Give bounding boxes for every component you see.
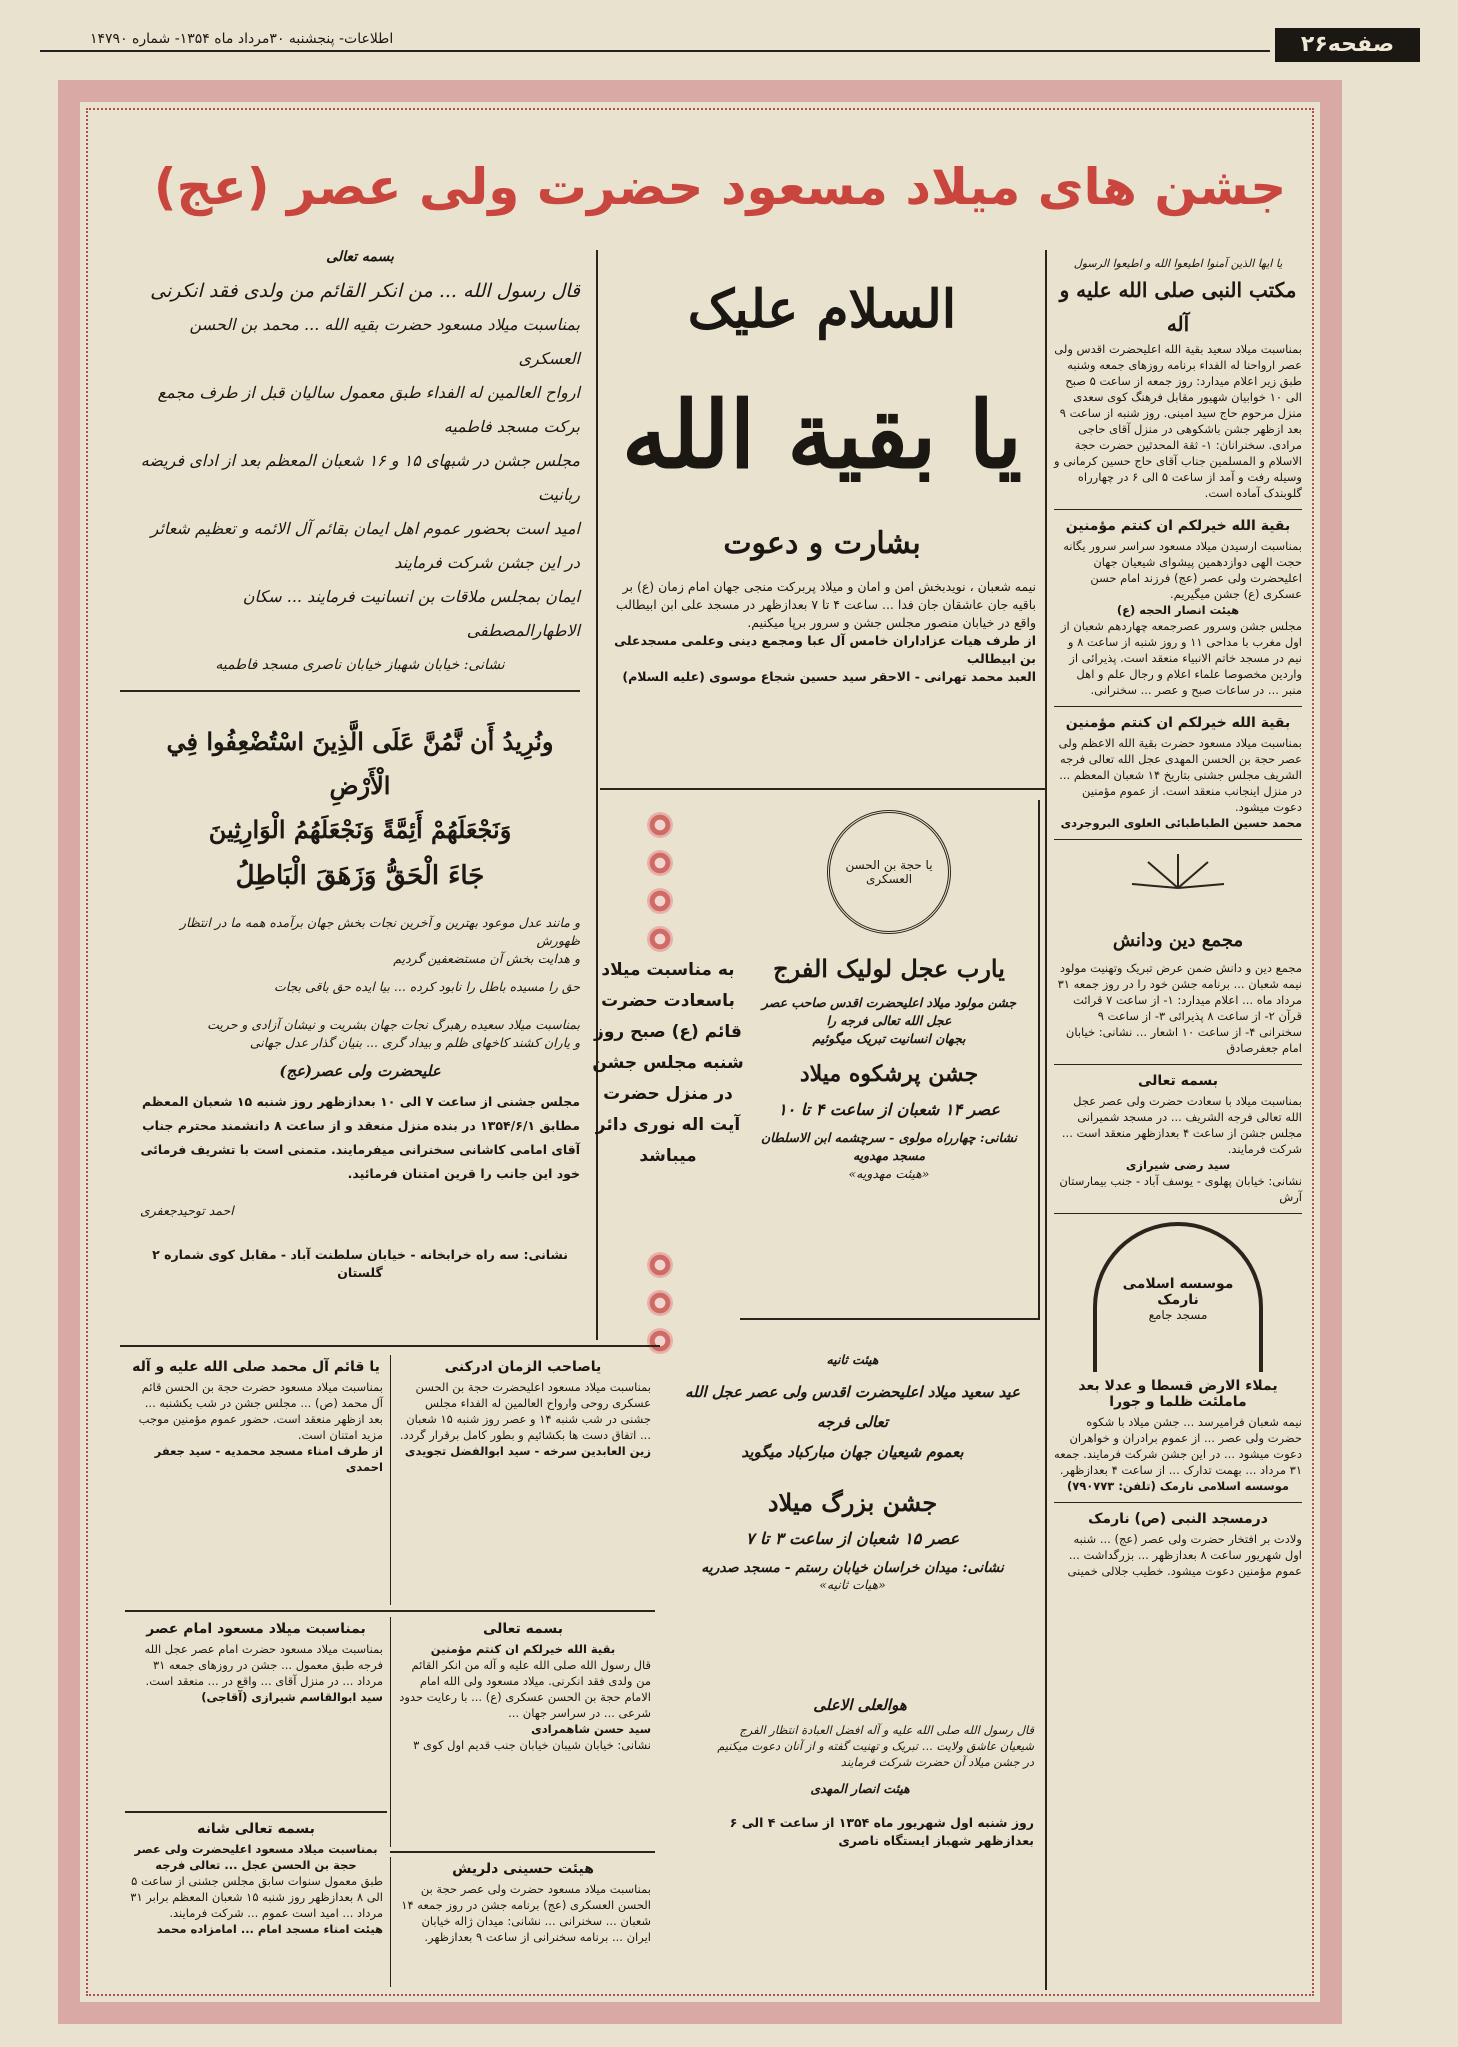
ad-title: هیئت حسینی دلریش [452, 1861, 594, 1877]
ad-title: یاصاحب الزمان ادرکنی [444, 1359, 602, 1375]
divider [1054, 706, 1302, 707]
quran-verse-1: ونُرِیدُ أَن نَّمُنَّ عَلَی الَّذِینَ اسْتُضْعِفُوا فِي الْأَرْضِ [166, 727, 554, 800]
invite-line-3: مجلس جشن در شبهای ۱۵ و ۱۶ شعبان المعظم بعد از ادای فریضه ربانیت [140, 451, 580, 504]
emblem-seal [827, 810, 951, 934]
paragraph-6: علیحضرت ولی عصر(عج) [279, 1062, 441, 1080]
rosette-icon [647, 812, 673, 838]
column-divider [1045, 250, 1047, 1990]
from-line: از طرف هیات عزاداران خامس آل عبا ومجمع دینی وعلمی مسجدعلی بن ابیطالب [614, 633, 1036, 666]
invite-line-5: ایمان بمجلس ملاقات بن انسانیت فرمایند ... سکان الاطهارالمصطفی [242, 587, 580, 640]
invite-line-2: ارواح العالمین له الفداء طبق معمول سالیان قبل از طرف مجمع برکت مسجد فاطمیه [157, 383, 580, 436]
arch-title: موسسه اسلامی نارمک [1122, 1276, 1234, 1308]
address-line: نشانی: چهارراه مولوی - سرچشمه ابن الاسلطان مسجد مهدویه [761, 1130, 1017, 1163]
mahdavieh-invitation [740, 800, 1040, 1320]
ad-3: بمناسبت میلاد مسعود حضرت بقیة الله الاعظم ولی عصر حجة بن الحسن المهدی عجل الله تعالی فرجه الشریف مجلس جشنی بتاریخ ۱۴ شعبان المعظم ... در منزل اینجانب منعقد است. از عموم مؤمنین دعوت میشود. [1058, 736, 1302, 814]
quran-verse-3: جَاءَ الْحَقُّ وَزَهَقَ الْبَاطِلُ [235, 861, 485, 891]
quran-verse-2: وَنَجْعَلَهُمْ أَئِمَّةً وَنَجْعَلَهُمُ الْوَارِثِينَ [208, 815, 512, 844]
ad-6-title: یملاء الارض قسطا و عدلا بعد ماملئت ظلما و جورا [1078, 1378, 1278, 1410]
ad-5-title: بسمه تعالی [1137, 1073, 1219, 1089]
rosette-icon [647, 1252, 673, 1278]
line-2: بعموم شیعیان جهان مبارکباد میگوید [741, 1443, 964, 1461]
ad-7-title: درمسجد النبی (ص) نارمک [1088, 1511, 1268, 1527]
subtitle: بشارت و دعوت [723, 526, 921, 561]
org-top: هیئت ثانیه [826, 1352, 879, 1367]
ad-subtitle: بقیة الله خیرلکم ان کنتم مؤمنین [430, 1642, 616, 1656]
sun-emblem-icon [1118, 848, 1238, 928]
ad-sign: از طرف امناء مسجد محمدیه - سید جعفر احمدی [154, 1444, 383, 1474]
ad-2: بمناسبت ارسیدن میلاد مسعود سراسر سرور یگانه حجت الهی دوازدهمین پیشوای شیعیان جهان اعلیحضرت ولی عصر (عج) فرزند امام حسن عسکری (ع) جشن میگیریم. [1063, 539, 1302, 601]
divider [600, 788, 1045, 790]
line-2: بجهان انسانیت تبریک میگوئیم [812, 1031, 966, 1046]
ad-2-title: بقیة الله خیرلکم ان کنتم مؤمنین [1065, 518, 1291, 534]
address-line: نشانی: میدان خراسان خیابان رستم - مسجد صدریه [701, 1560, 1004, 1576]
divider [1054, 1502, 1302, 1503]
invite-line-1: بمناسبت میلاد مسعود حضرت بقیه الله ... محمد بن الحسن العسکری [189, 315, 580, 368]
ad-box [125, 1617, 387, 1807]
org-name: «هیات ثانیه» [819, 1577, 886, 1592]
nouri-invitation: به مناسبت میلاد باسعادت حضرت قائم (ع) صبح روز شنبه مجلس جشن در منزل حضرت آیت اله نوری دائر میباشد [592, 960, 744, 1166]
address-line: نشانی: سه راه خرابخانه - خیابان سلطنت آباد - مقابل کوی شماره ۲ گلستان [152, 1247, 568, 1280]
sun-title: مجمع دین ودانش [1112, 930, 1244, 951]
ad-box [390, 1857, 655, 1987]
ad-5-addr: نشانی: خیابان پهلوی - یوسف آباد - جنب بیمارستان آرش [1059, 1174, 1302, 1204]
verse-invitation [140, 720, 580, 1320]
baqiyatallah-invitation [602, 270, 1042, 790]
big-calligraphy: یا بقیة الله [621, 381, 1023, 489]
address-line: نشانی: خیابان شهباز خیابان ناصری مسجد فاطمیه [215, 657, 505, 673]
salam-heading: السلام علیک [687, 279, 957, 340]
paragraph-4: بمناسبت میلاد سعیده رهبرگ نجات جهان بشریت و نیشان آزادی و حریت [207, 1017, 580, 1032]
ad-body: بمناسبت میلاد مسعود حضرت ولی عصر حجة بن الحسن العسکری (عج) برنامه جشن در روز جمعه ۱۴ شعبان ... سخنرانی ... نشانی: میدان ژاله خیابان ایران ... برنامه سخنرانی از ساعت ۹ بعدازظهر. [401, 1882, 651, 1944]
divider [390, 1851, 655, 1853]
rosette-icon [647, 888, 673, 914]
ad-body: طبق معمول سنوات سابق مجلس جشنی از ساعت ۵ الی ۸ بعدازظهر روز شنبه ۱۵ شعبان المعظم برابر ۳۱ مرداد ... امید است عموم ... شرکت فرمایند. [130, 1874, 383, 1920]
event-title: جشن بزرگ میلاد [767, 1488, 938, 1517]
motto: یا ایها الذین آمنوا اطیعوا الله و اطیعوا الرسول [1073, 257, 1283, 270]
ad-addr: نشانی: خیابان شیبان خیابان جنب قدیم اول کوی ۳ [413, 1738, 651, 1752]
mosque-arch-emblem [1093, 1222, 1263, 1372]
paragraph-1: و مانند عدل موعود بهترین و آخرین نجات بخش جهان برآمده همه ما در انتظار ظهورش [180, 915, 580, 948]
line-1: عید سعید میلاد اعلیحضرت اقدس ولی عصر عجل الله تعالی فرجه [684, 1383, 1021, 1431]
ad-sign: سید حسن شاهمرادی [531, 1722, 651, 1736]
emblem-text: یا حجة بن الحسن العسکری [845, 858, 933, 886]
ad-3-sign: محمد حسین الطباطبائی العلوی البروجردی [1060, 816, 1302, 830]
rosette-icon [647, 850, 673, 876]
divider [120, 690, 580, 692]
right-column [1048, 255, 1308, 1995]
event-details: مجلس جشنی از ساعت ۷ الی ۱۰ بعدازظهر روز شنبه ۱۵ شعبان المعظم مطابق ۱۳۵۴/۶/۱ در بنده منزل منعقد و از ساعت ۸ دانشمند محترم جناب آقای امامی کاشانی سخنرانی میفرمایند. متمنی است با تشریف فرمائی خود این جانب را قرین امتنان فرمائید. [140, 1094, 580, 1181]
masthead-info: اطلاعات- پنجشنبه ۳۰مرداد ماه ۱۳۵۴- شماره ۱۴۷۹۰ [90, 31, 394, 47]
divider [1054, 839, 1302, 840]
ad-5: بمناسبت میلاد با سعادت حضرت ولی عصر عجل الله تعالی فرجه الشریف ... در مسجد شمیرانی مجلس جشن از ساعت ۴ بعدازظهر منعقد است ... شرکت فرمایند. [1061, 1094, 1302, 1156]
event-time: عصر ۱۵ شعبان از ساعت ۳ تا ۷ [745, 1529, 960, 1548]
body-3: در جشن میلاد آن حضرت شرکت فرمایند [840, 1755, 1034, 1769]
ad-box [390, 1355, 655, 1605]
masthead [40, 28, 1420, 62]
ad-sign: هیئت امناء مسجد امام ... امامزاده محمد [156, 1922, 383, 1936]
ad-body: قال رسول الله صلی الله علیه و آله من انکر القائم من ولدی فقد انکرنی. میلاد مسعود ولی الله امام الامام حجة بن الحسن عسکری (ع) ... با رعایت حدود شرعی ... در سراسر جهان ... [399, 1658, 651, 1720]
body-1: قال رسول الله صلی الله علیه و آله افضل العبادة انتظار الفرج [739, 1723, 1034, 1737]
line-1: جشن مولود میلاد اعلیحضرت اقدس صاحب عصر عجل الله تعالی فرجه را [761, 995, 1017, 1028]
paragraph-3: حق را مسیده باطل را نابود کرده ... بیا ایده حق باقی بجات [273, 979, 580, 994]
ad-2-org: هیئت انصار الحجه (ع) [1116, 603, 1240, 617]
ad-title: بسمه تعالی شانه [197, 1821, 315, 1837]
ad-sign: سید ابوالقاسم شیرازی (آقاجی) [201, 1690, 383, 1704]
divider [1054, 1213, 1302, 1214]
rosette-icon [647, 1290, 673, 1316]
event-time: عصر ۱۴ شعبان از ساعت ۴ تا ۱۰ [778, 1100, 1000, 1119]
org-title: مکتب النبی صلی الله علیه و آله [1059, 278, 1297, 336]
body-text: نیمه شعبان ، نویدبخش امن و امان و میلاد پربرکت منجی جهان امام زمان (ع) بر باقیه جان عاشقان جان فدا ... ساعت ۴ تا ۷ بعدازظهر در مسجد علی ابن ابیطالب واقع در خیابان منصور مجلس جشن و سرور برپا میکنیم. [615, 579, 1036, 630]
org-name: «هیئت مهدویه» [848, 1166, 930, 1181]
date-line: روز شنبه اول شهریور ماه ۱۳۵۴ از ساعت ۴ الی ۶ بعدازظهر شهباز ایستگاه ناصری [729, 1815, 1034, 1848]
ad-3-title: بقیة الله خیرلکم ان کنتم مؤمنین [1065, 715, 1291, 731]
ad-body: بمناسبت میلاد مسعود حضرت امام عصر عجل الله فرجه طبق معمول ... جشن در روزهای جمعه ۳۱ مرداد ... در منزل آقای ... واقع در ... منعقد است. [144, 1642, 383, 1688]
title: هوالعلی الاعلی [813, 1696, 907, 1714]
ad-6: نیمه شعبان فرامیرسد ... جشن میلاد با شکوه حضرت ولی عصر ... از عموم برادران و خواهران دعوت میشود ... در این جشن شرکت فرمایند. جمعه ۳۱ مرداد ... بهمت تدارک ... از ساعت ۴ بعدازظهر. [1054, 1415, 1302, 1477]
divider [120, 1345, 660, 1347]
ad-subtitle: بمناسبت میلاد مسعود اعلیحضرت ولی عصر حجة بن الحسن عجل ... تعالی فرجه [134, 1842, 378, 1872]
ad-2b: مجلس جشن وسرور عصرجمعه چهاردهم شعبان از اول مغرب با مداحی ۱۱ و روز شنبه از ساعت ۸ و نیم در مسجد خاتم الانبیاء منعقد است. پذیرائی از واردین مخصوصا علماء اعلام و رجال علم و اهل منبر ... در ساعات صبح و عصر ... سخنرانی. [1060, 619, 1302, 697]
sadrieh-invitation [660, 1345, 1045, 1675]
invite-line-4: امید است بحضور عموم اهل ایمان بقائم آل الائمه و تعظیم شعائر در این جشن شرکت فرمایند [150, 519, 580, 572]
ad-5-sign: سید رضی شیرازی [1125, 1158, 1231, 1172]
paragraph-2: و هدایت بخش آن مستضعفین گردیم [393, 951, 580, 966]
signatures: العبد محمد تهرانی - الاحقر سید حسین شجاع موسوی (علیه السلام) [622, 669, 1036, 684]
ad-title: بسمه تعالی [482, 1621, 564, 1637]
signer: احمد توحیدجعفری [140, 1203, 234, 1218]
ad-body: بمناسبت میلاد مسعود حضرت حجة بن الحسن قائم آل محمد (ص) ... مجلس جشن در شب یکشنبه ... بعد ازظهر منعقد است. حضور عموم مؤمنین موجب مزید امتنان است. [138, 1380, 383, 1442]
hadith-line: قال رسول الله ... من انکر القائم من ولدی فقد انکرنی [150, 280, 580, 302]
page-number: صفحه۲۶ [1275, 28, 1420, 62]
ad-title: بمناسبت میلاد مسعود امام عصر [146, 1621, 366, 1637]
ad-1: بمناسبت میلاد سعید بقیة الله اعلیحضرت اقدس ولی عصر ارواحنا له الفداء برنامه روزهای جمعه وشنبه طبق زیر اعلام میدارد: روز جمعه از ساعت ۵ صبح الی ۱۰ خوابیان شهیور مقابل فرهنگ کوی سعدی منزل مرحوم حاج سید امینی. روز شنبه از ساعت ۹ بعد ازظهر جشن باشکوهی در منزل آقای حاجی مرادی. سخنرانان: ۱- ثقة المحدثین حضرت حجة الاسلام و المسلمین جناب آقای حاج حسین کرمانی و وسیله رفت و آمد از ساعت ۵ الی ۶ در چهارراه گلوبندک آماده است. [1053, 342, 1302, 500]
event-title: جشن پرشکوه میلاد [799, 1061, 979, 1087]
ansar-invitation [680, 1690, 1040, 1990]
ad-box [125, 1817, 387, 1987]
ad-box [125, 1355, 387, 1605]
ad-4: مجمع دین و دانش ضمن عرض تبریک وتهنیت مولود نیمه شعبان ... برنامه جشن خود را در روز جمعه ۳۱ مرداد ماه ... اعلام میدارد: ۱- از ساعت ۷ قرائت قرآن ۲- از ساعت ۸ پذیرائی ۳- از ساعت ۹ سخنرانی ۴- از ساعت ۱۰ اشعار ... نشانی: خیابان امام جعفرصادق [1057, 961, 1302, 1055]
ad-title: یا قائم آل محمد صلی الله علیه و آله [132, 1359, 380, 1375]
paragraph-5: و یاران کشند کاخهای ظلم و بیداد گری ... بنیان گذار عدل جهانی [249, 1035, 580, 1050]
org-name: هیئت انصار المهدی [810, 1781, 910, 1796]
rosette-icon [647, 926, 673, 952]
page-headline: جشن های میلاد مسعود حضرت ولی عصر (عج) [153, 158, 1287, 216]
ad-body: بمناسبت میلاد مسعود اعلیحضرت حجة بن الحسن عسکری روحی وارواح العالمین له الفداء مجلس جشنی در شب شنبه ۱۴ و عصر روز شنبه ۱۵ شعبان ... اتفاق دست ها بکشائیم و بطور کامل برقرار گردد. [399, 1380, 651, 1442]
arch-subtitle: مسجد جامع [1148, 1308, 1208, 1322]
bottom-ad-grid [125, 1355, 655, 1995]
ad-box [390, 1617, 655, 1847]
ad-7: ولادت بر افتخار حضرت ولی عصر (عج) ... شنبه اول شهریور ساعت ۸ بعدازظهر ... بزرگداشت ... عموم مؤمنین دعوت میشود. خطیب جلالی خمینی [1067, 1532, 1302, 1578]
bism-heading: بسمه تعالی [326, 249, 394, 265]
divider [125, 1811, 387, 1813]
divider [1054, 1064, 1302, 1065]
ad-sign: زین العابدین سرخه - سید ابوالفضل تجویدی [404, 1444, 651, 1458]
divider [1054, 509, 1302, 510]
masthead-rule [40, 50, 1270, 52]
body-2: شیعیان عاشق ولایت ... تبریک و تهنیت گفته و از آنان دعوت میکنیم [717, 1739, 1034, 1753]
ad-6-sign: موسسه اسلامی نارمک (تلفن: ۷۹۰۷۷۳) [1066, 1479, 1290, 1493]
fatemieh-invitation [140, 240, 580, 680]
divider [125, 1610, 655, 1612]
title: یارب عجل لولیک الفرج [773, 954, 1005, 983]
